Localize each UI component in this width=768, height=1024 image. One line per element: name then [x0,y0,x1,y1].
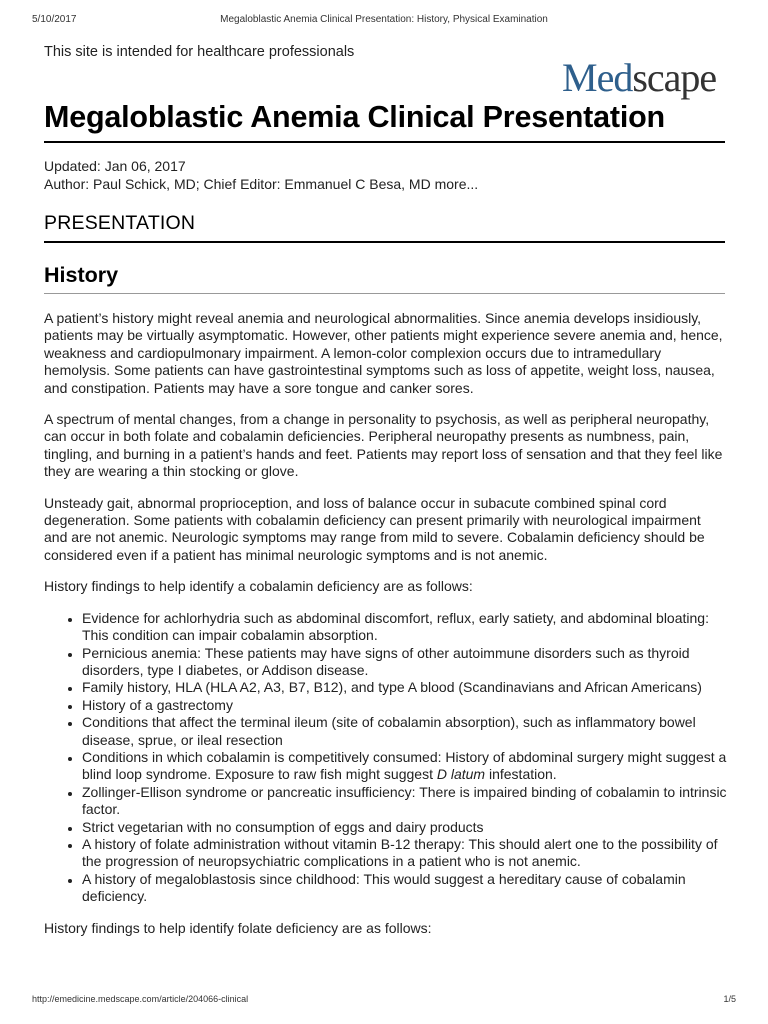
history-divider [44,293,725,294]
list-item: • Zollinger-Ellison syndrome or pancreatic insufficiency: There is impaired binding of cobalamin to intrinsic factor. [82,784,728,819]
cobalamin-findings-list [44,610,728,906]
section-divider [44,241,725,243]
print-date: 5/10/2017 [32,14,77,25]
history-heading: History [44,263,119,287]
list-item: • Evidence for achlorhydria such as abdominal discomfort, reflux, early satiety, and abdominal bloating: This condition can impair cobalamin absorption. [82,610,728,645]
article-meta [44,157,478,193]
list-item: • Family history, HLA (HLA A2, A3, B7, B12), and type A blood (Scandinavians and African Americans) [82,679,728,696]
more-link[interactable]: more... [434,176,479,192]
author-text: Author: Paul Schick, MD; Chief Editor: Emmanuel C Besa, MD [44,176,435,192]
list-item: • Pernicious anemia: These patients may have signs of other autoimmune disorders such as thyroid disorders, type I diabetes, or Addison disease. [82,645,728,680]
article-title: Megaloblastic Anemia Clinical Presentation [44,100,665,134]
list-item [82,749,728,784]
list-item: • History of a gastrectomy [82,697,728,714]
title-divider [44,141,725,143]
logo-part-med: Med [562,55,633,100]
print-page-title: Megaloblastic Anemia Clinical Presentation: History, Physical Examination [220,14,548,25]
medscape-logo[interactable] [562,55,717,100]
list-item-tail: infestation. [485,766,557,783]
page-number: 1/5 [723,994,736,1004]
list-item: • A history of megaloblastosis since childhood: This would suggest a hereditary cause of cobalamin deficiency. [82,871,728,906]
logo-part-scape: scape [632,55,717,100]
paragraph: A patient’s history might reveal anemia and neurological abnormalities. Since anemia develops insidiously, patients may be virtually asymptomatic. However, other patients might experience severe anemia and, hence, weakness and cardiopulmonary impairment. A lemon-color complexion occurs due to intramedullary hemolysis. Some patients can have gastrointestinal symptoms such as loss of appetite, weight loss, nausea, and constipation. Patients may have a sore tongue and canker sores. [44,310,723,396]
print-footer [32,994,736,1008]
paragraph: History findings to help identify a cobalamin deficiency are as follows: [44,578,473,595]
paragraph: History findings to help identify folate deficiency are as follows: [44,919,432,936]
professional-notice: This site is intended for healthcare professionals [44,44,355,60]
list-item: • Conditions that affect the terminal ileum (site of cobalamin absorption), such as inflammatory bowel disease, sprue, or ileal resection [82,714,728,749]
list-item: • Strict vegetarian with no consumption of eggs and dairy products [82,819,728,836]
print-url: http://emedicine.medscape.com/article/204066-clinical [32,994,249,1004]
print-header [32,14,736,30]
list-item: • A history of folate administration without vitamin B-12 therapy: This should alert one to the possibility of the progression of neuropsychiatric complications in a patient who is not anemic. [82,836,728,871]
italic-term: D latum [436,766,486,783]
article-body [44,310,728,951]
section-heading: PRESENTATION [44,212,196,234]
paragraph: Unsteady gait, abnormal proprioception, and loss of balance occur in subacute combined spinal cord degeneration. Some patients with cobalamin deficiency can present primarily with neurological impairment and are not anemic. Neurologic symptoms may range from mild to severe. Cobalamin deficiency should be considered even if a patient has minimal neurologic symptoms and is not anemic. [44,494,705,563]
paragraph: A spectrum of mental changes, from a change in personality to psychosis, as well as peripheral neuropathy, can occur in both folate and cobalamin deficiencies. Peripheral neuropathy presents as numbness, pain, tingling, and burning in a patient’s hands and feet. Patients may report loss of sensation and that they feel like they are wearing a thin stocking or glove. [44,411,723,480]
updated-date: Updated: Jan 06, 2017 [44,158,186,174]
list-item-text: Conditions in which cobalamin is competitively consumed: History of abdominal surgery might suggest a blind loop syndrome. Exposure to raw fish might suggest [82,748,727,783]
author-line [44,175,478,193]
